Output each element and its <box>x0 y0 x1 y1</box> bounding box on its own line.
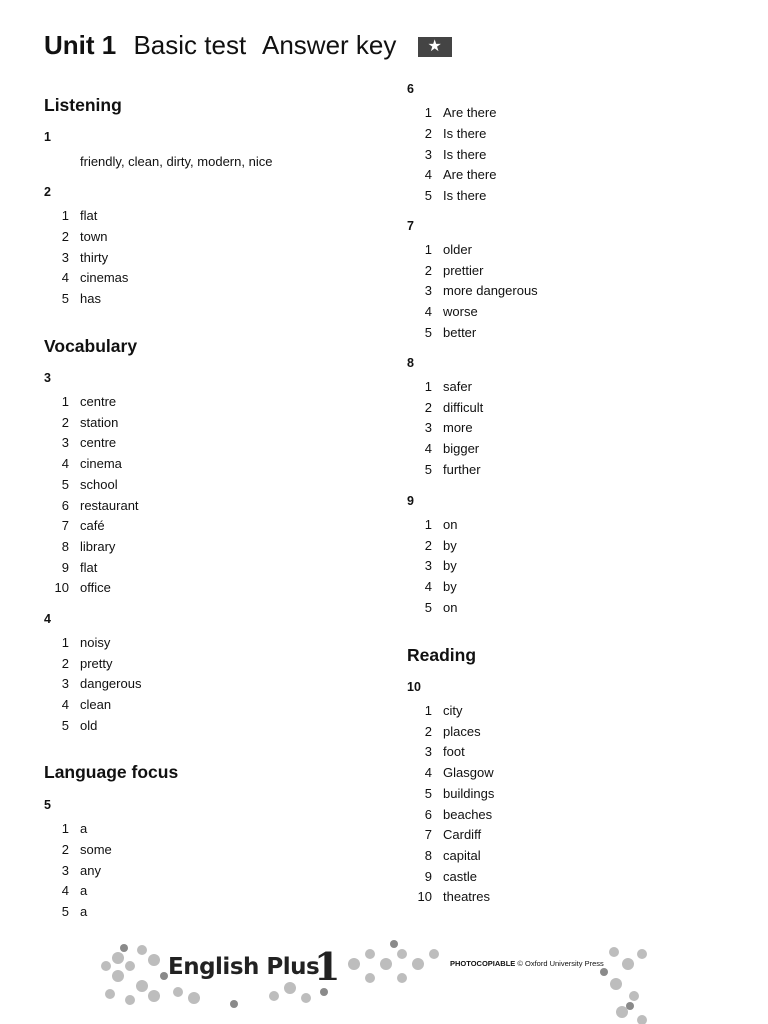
answer-number: 4 <box>61 270 69 286</box>
answer-number: 2 <box>424 723 432 739</box>
answer-text: on <box>443 517 458 532</box>
answer-item <box>44 559 98 575</box>
answer-item <box>407 599 458 615</box>
answer-item <box>407 579 457 595</box>
question-1-answer: friendly, clean, dirty, modern, nice <box>80 154 273 169</box>
answer-number: 2 <box>61 228 69 244</box>
question-1-number: 1 <box>44 130 51 144</box>
question-6-number: 6 <box>407 82 414 96</box>
answer-number: 3 <box>424 146 432 162</box>
answer-item <box>44 249 109 265</box>
answer-item <box>44 476 118 492</box>
answer-number: 8 <box>61 538 69 554</box>
answer-item <box>407 744 465 760</box>
answer-number: 2 <box>424 125 432 141</box>
answer-item <box>44 904 88 920</box>
answer-number: 4 <box>61 456 69 472</box>
answer-text: school <box>80 476 118 492</box>
answer-item <box>407 283 538 299</box>
answer-text: capital <box>443 847 481 863</box>
answer-number: 4 <box>424 304 432 320</box>
answer-number: 1 <box>424 703 432 718</box>
answer-item <box>407 441 480 457</box>
answer-item <box>44 497 139 513</box>
answer-key-label: Answer key <box>261 30 397 60</box>
answer-item <box>44 717 98 733</box>
answer-item <box>44 655 113 671</box>
answer-item <box>407 703 463 718</box>
answer-item <box>407 461 481 477</box>
unit-label: Unit 1 <box>44 30 117 60</box>
answer-text: better <box>443 324 477 340</box>
answer-text: clean <box>80 697 112 713</box>
answer-text: library <box>80 538 116 554</box>
answer-number: 2 <box>61 655 69 671</box>
answer-text: a <box>80 904 88 920</box>
answer-item <box>44 394 117 409</box>
answer-number: 4 <box>424 441 432 457</box>
answer-item <box>407 558 457 574</box>
question-4-number: 4 <box>44 612 51 626</box>
answer-text: any <box>80 862 101 878</box>
answer-item <box>407 847 481 863</box>
answer-item <box>44 841 112 857</box>
answer-number: 5 <box>61 904 69 920</box>
answer-text: places <box>443 723 481 739</box>
answer-item <box>44 518 105 534</box>
answer-number: 1 <box>424 105 432 120</box>
answer-item <box>407 262 484 278</box>
answer-text: Is there <box>443 188 487 204</box>
answer-number: 5 <box>424 785 432 801</box>
answer-item <box>407 304 478 320</box>
answer-item <box>407 827 482 843</box>
answer-text: more dangerous <box>443 283 538 299</box>
answer-text: old <box>80 717 98 733</box>
answer-text: Glasgow <box>443 765 494 781</box>
answer-number: 5 <box>424 599 432 615</box>
question-2-number: 2 <box>44 185 51 199</box>
question-10-number: 10 <box>407 680 421 694</box>
answer-number: 3 <box>61 249 69 265</box>
copyright-notice <box>450 959 604 968</box>
answer-text: Is there <box>443 146 487 162</box>
answer-item <box>44 676 142 692</box>
answer-text: dangerous <box>80 676 142 692</box>
answer-item <box>44 270 129 286</box>
answer-item <box>407 146 487 162</box>
answer-number: 4 <box>424 167 432 183</box>
answer-number: 5 <box>61 717 69 733</box>
answer-number: 2 <box>424 537 432 553</box>
answer-item <box>407 105 497 120</box>
star-icon: ★ <box>418 37 452 57</box>
answer-item <box>407 324 477 340</box>
answer-number: 3 <box>424 558 432 574</box>
answer-item <box>407 889 490 905</box>
answer-text: flat <box>80 559 98 575</box>
answer-text: worse <box>443 304 478 320</box>
answer-text: pretty <box>80 655 113 671</box>
answer-text: foot <box>443 744 465 760</box>
answer-text: office <box>80 580 111 596</box>
answer-item <box>407 537 457 553</box>
answer-text: bigger <box>443 441 480 457</box>
answer-number: 1 <box>424 517 432 532</box>
question-5-number: 5 <box>44 798 51 812</box>
answer-number: 2 <box>424 262 432 278</box>
photocopiable-label: PHOTOCOPIABLE <box>450 959 516 968</box>
answer-text: centre <box>80 435 117 451</box>
answer-text: some <box>80 841 112 857</box>
test-label: Basic test <box>133 30 247 60</box>
pattern-decoration <box>94 936 652 1024</box>
answer-number: 3 <box>61 862 69 878</box>
answer-text: Is there <box>443 125 487 141</box>
answer-item <box>407 167 497 183</box>
answer-number: 10 <box>54 580 69 596</box>
answer-item <box>44 821 88 836</box>
answer-number: 5 <box>424 461 432 477</box>
answer-text: town <box>80 228 108 244</box>
answer-item <box>407 188 487 204</box>
answer-number: 1 <box>61 821 69 836</box>
brand-logo: English Plus <box>168 954 320 980</box>
answer-text: thirty <box>80 249 109 265</box>
answer-number: 10 <box>417 889 432 905</box>
answer-number: 6 <box>61 497 69 513</box>
answer-item <box>44 538 116 554</box>
answer-item <box>407 868 477 884</box>
answer-text: a <box>80 883 88 899</box>
answer-item <box>44 456 122 472</box>
question-3-number: 3 <box>44 371 51 385</box>
answer-item <box>44 697 112 713</box>
section-vocabulary: Vocabulary <box>44 336 138 356</box>
answer-text: has <box>80 291 101 307</box>
answer-item <box>407 806 493 822</box>
answer-text: older <box>443 242 472 257</box>
answer-number: 1 <box>424 242 432 257</box>
section-language-focus: Language focus <box>44 762 179 782</box>
answer-text: Are there <box>443 167 497 183</box>
answer-item <box>407 517 458 532</box>
answer-number: 5 <box>61 291 69 307</box>
answer-text: difficult <box>443 399 484 415</box>
section-reading: Reading <box>407 645 477 665</box>
answer-text: by <box>443 558 457 574</box>
answer-item <box>407 379 472 394</box>
answer-text: café <box>80 518 105 534</box>
answer-number: 4 <box>61 883 69 899</box>
answer-item <box>407 785 495 801</box>
question-8-number: 8 <box>407 356 414 370</box>
answer-number: 4 <box>61 697 69 713</box>
answer-text: further <box>443 461 481 477</box>
answer-item <box>44 580 111 596</box>
page-title <box>44 30 452 61</box>
answer-text: a <box>80 821 88 836</box>
answer-number: 4 <box>424 765 432 781</box>
answer-text: Cardiff <box>443 827 482 843</box>
answer-text: by <box>443 537 457 553</box>
footer-banner <box>94 936 652 1024</box>
answer-number: 5 <box>424 188 432 204</box>
answer-number: 2 <box>424 399 432 415</box>
answer-number: 1 <box>61 635 69 650</box>
answer-number: 5 <box>61 476 69 492</box>
answer-item <box>407 242 472 257</box>
answer-number: 1 <box>61 394 69 409</box>
answer-number: 7 <box>424 827 432 843</box>
answer-text: safer <box>443 379 472 394</box>
answer-number: 8 <box>424 847 432 863</box>
answer-text: centre <box>80 394 117 409</box>
answer-text: flat <box>80 208 98 223</box>
answer-text: theatres <box>443 889 490 905</box>
answer-number: 3 <box>424 420 432 436</box>
answer-text: beaches <box>443 806 493 822</box>
answer-item <box>44 414 119 430</box>
answer-text: prettier <box>443 262 484 278</box>
answer-item <box>407 399 484 415</box>
answer-number: 6 <box>424 806 432 822</box>
answer-text: noisy <box>80 635 111 650</box>
answer-number: 4 <box>424 579 432 595</box>
answer-item <box>44 883 88 899</box>
question-9-number: 9 <box>407 494 414 508</box>
answer-item <box>44 208 98 223</box>
answer-number: 1 <box>424 379 432 394</box>
answer-item <box>44 228 108 244</box>
answer-item <box>407 765 494 781</box>
answer-item <box>44 862 101 878</box>
answer-item <box>44 291 101 307</box>
answer-text: by <box>443 579 457 595</box>
answer-number: 7 <box>61 518 69 534</box>
answer-number: 5 <box>424 324 432 340</box>
answer-text: cinemas <box>80 270 129 286</box>
answer-item <box>44 435 117 451</box>
answer-text: on <box>443 599 458 615</box>
answer-item <box>407 420 473 436</box>
answer-text: restaurant <box>80 497 139 513</box>
answer-number: 2 <box>61 841 69 857</box>
answer-text: city <box>443 703 463 718</box>
answer-number: 2 <box>61 414 69 430</box>
answer-text: Are there <box>443 105 497 120</box>
answer-number: 9 <box>424 868 432 884</box>
section-listening: Listening <box>44 95 122 115</box>
answer-text: station <box>80 414 119 430</box>
answer-number: 3 <box>61 676 69 692</box>
answer-item <box>407 723 481 739</box>
answer-number: 3 <box>424 283 432 299</box>
answer-text: buildings <box>443 785 495 801</box>
answer-number: 3 <box>61 435 69 451</box>
answer-text: castle <box>443 868 477 884</box>
answer-text: more <box>443 420 473 436</box>
answer-number: 3 <box>424 744 432 760</box>
question-7-number: 7 <box>407 219 414 233</box>
answer-item <box>44 635 111 650</box>
answer-text: cinema <box>80 456 122 472</box>
answer-number: 1 <box>61 208 69 223</box>
level-number: 1 <box>314 944 341 989</box>
answer-number: 9 <box>61 559 69 575</box>
copyright-text: © Oxford University Press <box>517 959 604 968</box>
answer-item <box>407 125 487 141</box>
